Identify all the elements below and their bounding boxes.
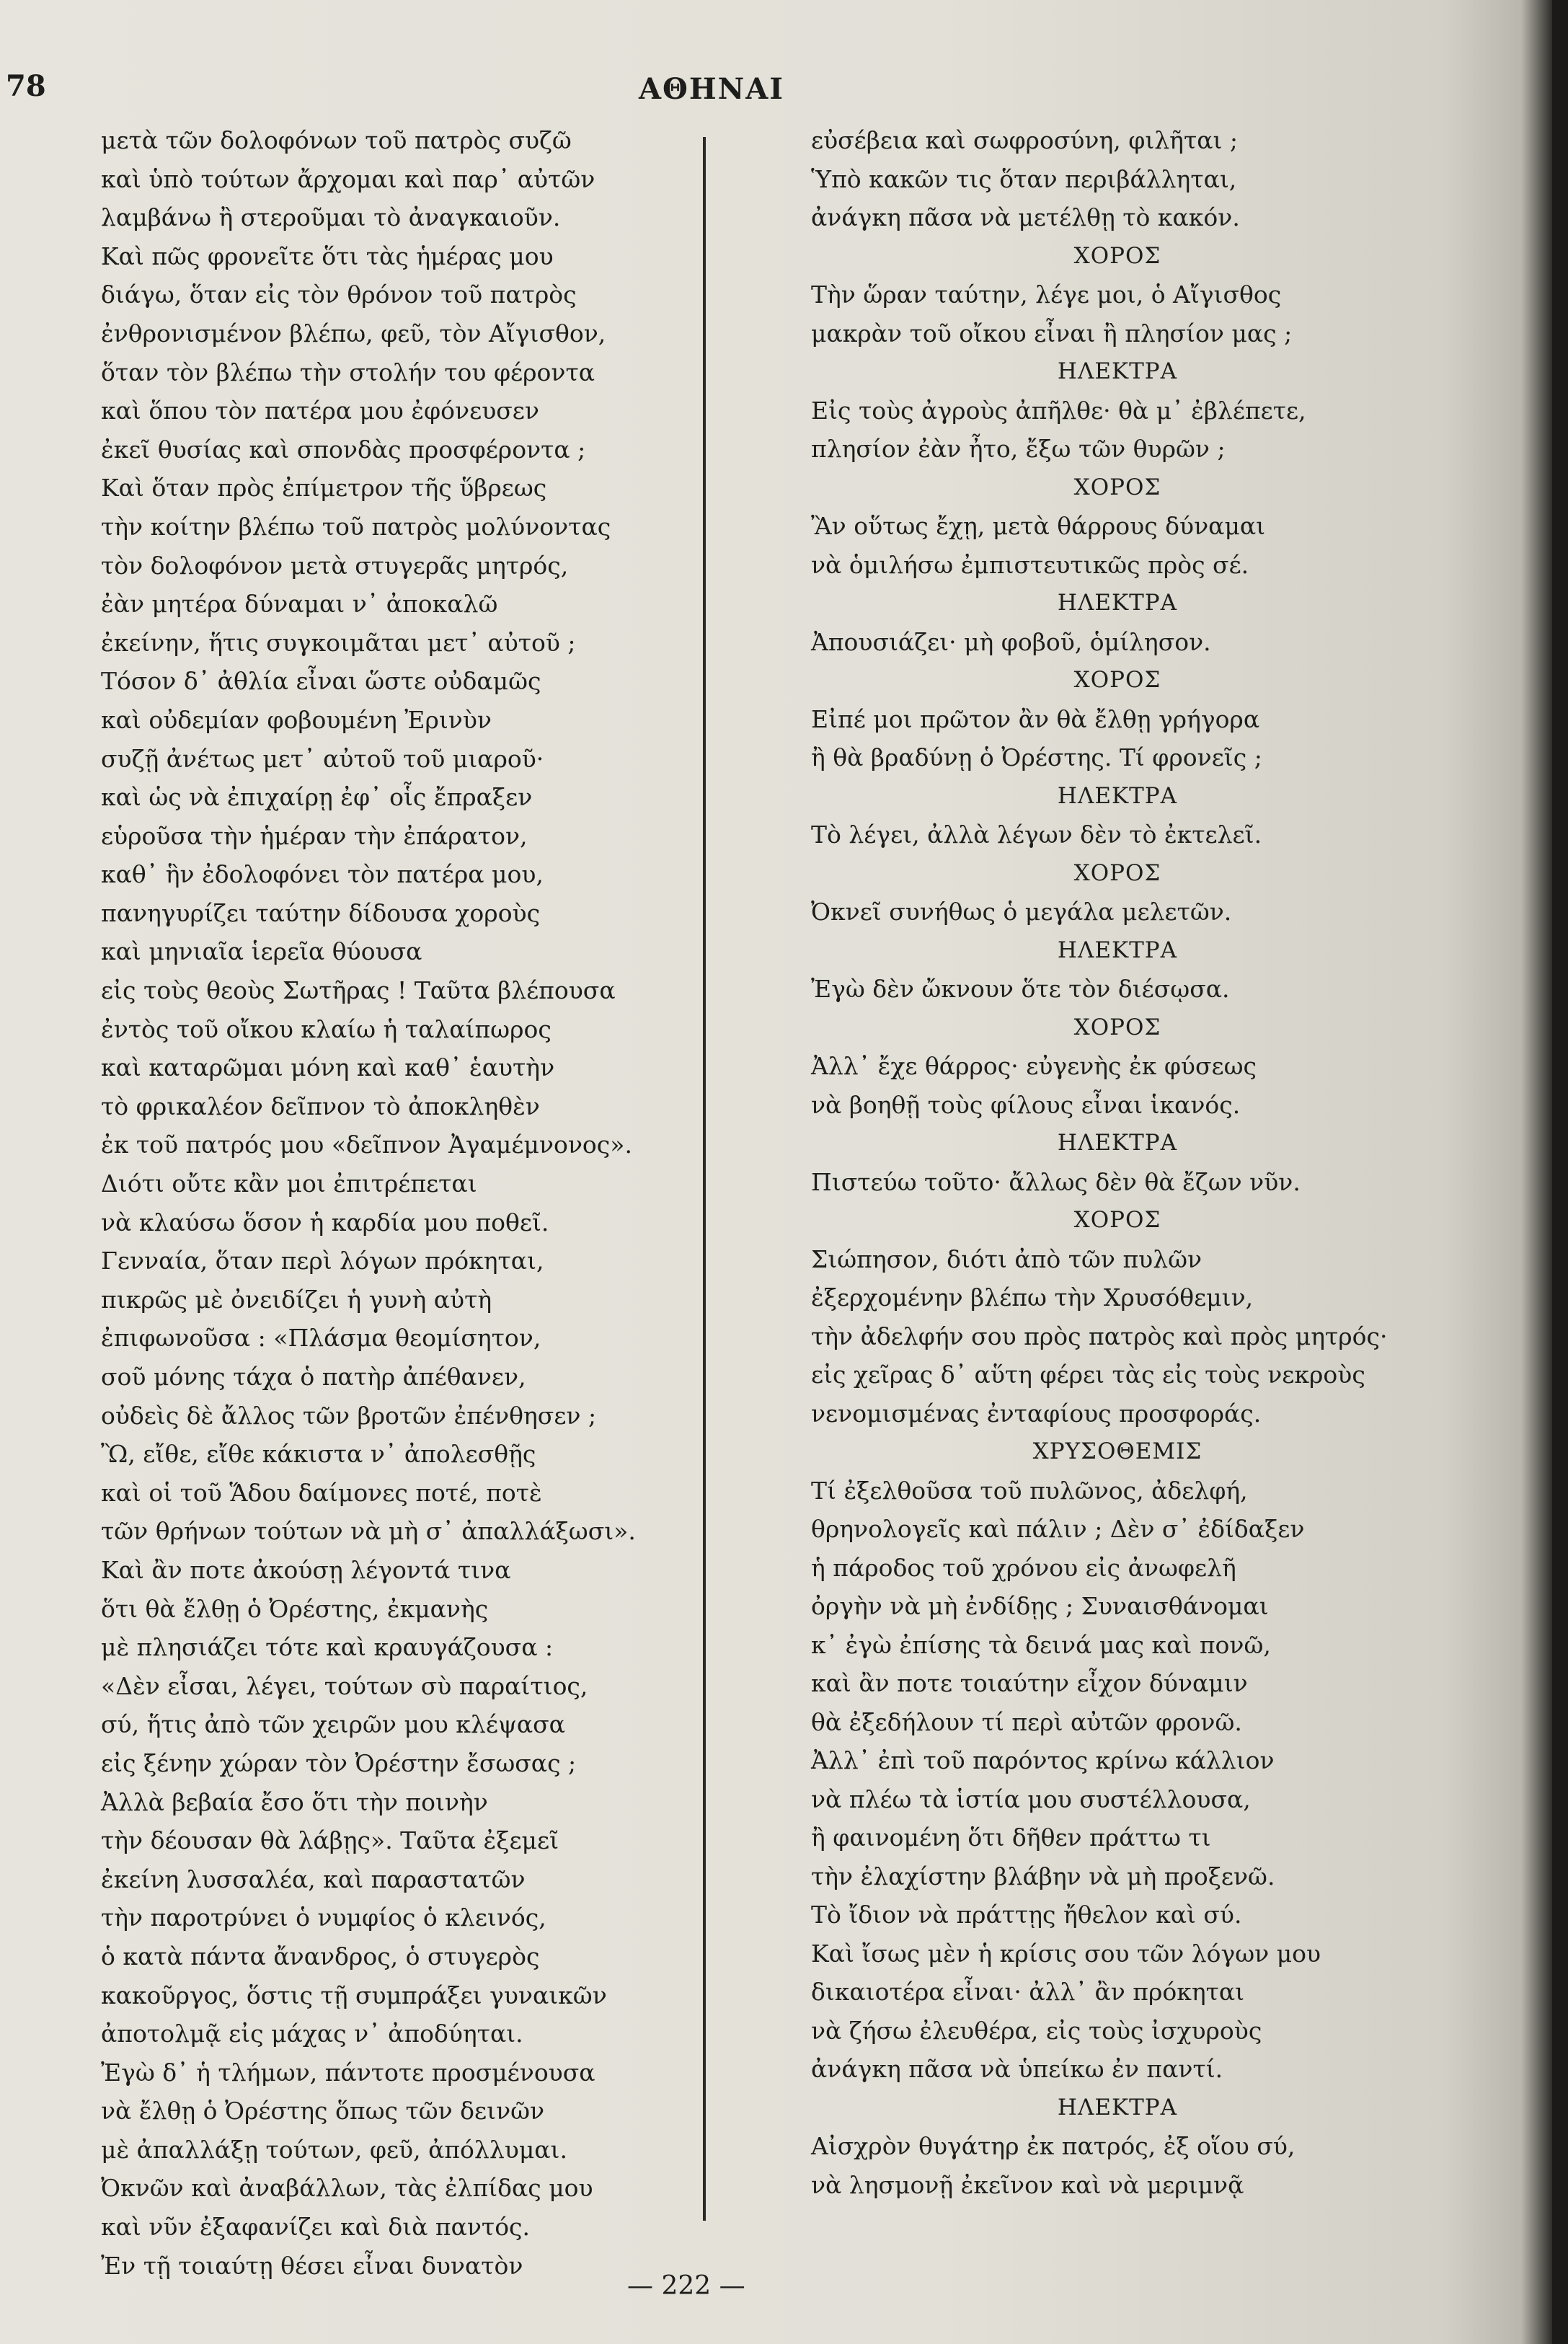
- verse-line: Διότι οὔτε κἂν μοι ἐπιτρέπεται: [101, 1169, 477, 1198]
- verse-line: ἐξερχομένην βλέπω τὴν Χρυσόθεμιν,: [811, 1283, 1254, 1312]
- verse-line: νὰ ὁμιλήσω ἐμπιστευτικῶς πρὸς σέ.: [811, 550, 1249, 579]
- verse-line: καὶ ἂν ποτε τοιαύτην εἶχον δύναμιν: [811, 1669, 1248, 1697]
- speaker-heading: ΗΛΕΚΤΡΑ: [1057, 590, 1178, 616]
- speaker-heading: ΧΟΡΟΣ: [1073, 859, 1161, 886]
- verse-line: ἐκεῖ θυσίας καὶ σπονδὰς προσφέροντα ;: [101, 435, 586, 464]
- verse-line: καὶ ὡς νὰ ἐπιχαίρῃ ἐφ᾽ οἷς ἔπραξεν: [101, 783, 533, 812]
- verse-line: ὅταν τὸν βλέπω τὴν στολήν του φέροντα: [101, 358, 595, 386]
- verse-line: τὴν ἀδελφήν σου πρὸς πατρὸς καὶ πρὸς μητρός·: [811, 1322, 1388, 1350]
- right-column: [811, 121, 1424, 2204]
- verse-line: νὰ πλέω τὰ ἱστία μου συστέλλουσα,: [811, 1784, 1251, 1813]
- speaker-heading: ΗΛΕΚΤΡΑ: [1057, 782, 1178, 809]
- verse-line: τὴν κοίτην βλέπω τοῦ πατρὸς μολύνοντας: [101, 512, 611, 541]
- verse-line: διάγω, ὅταν εἰς τὸν θρόνον τοῦ πατρὸς: [101, 280, 577, 309]
- speaker-heading: ΧΟΡΟΣ: [1073, 1014, 1161, 1040]
- verse-line: ἡ πάροδος τοῦ χρόνου εἰς ἀνωφελῆ: [811, 1553, 1236, 1582]
- verse-line: καὶ ὑπὸ τούτων ἄρχομαι καὶ παρ᾽ αὐτῶν: [101, 164, 595, 193]
- speaker-heading: ΗΛΕΚΤΡΑ: [1057, 358, 1178, 384]
- verse-line: σοῦ μόνης τάχα ὁ πατὴρ ἀπέθανεν,: [101, 1363, 526, 1391]
- verse-line: Ἂν οὕτως ἔχῃ, μετὰ θάρρους δύναμαι: [811, 512, 1266, 540]
- verse-line: τῶν θρήνων τούτων νὰ μὴ σ᾽ ἀπαλλάξωσι».: [101, 1517, 636, 1546]
- verse-line: ὀργὴν νὰ μὴ ἐνδίδῃς ; Συναισθάνομαι: [811, 1592, 1269, 1620]
- verse-line: οὐδεὶς δὲ ἄλλος τῶν βροτῶν ἐπένθησεν ;: [101, 1401, 597, 1430]
- verse-line: ἐντὸς τοῦ οἴκου κλαίω ἡ ταλαίπωρος: [101, 1014, 552, 1043]
- verse-line: Γενναία, ὅταν περὶ λόγων πρόκηται,: [101, 1247, 544, 1275]
- verse-line: ἐὰν μητέρα δύναμαι ν᾽ ἀποκαλῶ: [101, 590, 498, 619]
- verse-line: καὶ καταρῶμαι μόνη καὶ καθ᾽ ἑαυτὴν: [101, 1053, 555, 1082]
- verse-line: καὶ μηνιαῖα ἱερεῖα θύουσα: [101, 937, 422, 966]
- verse-line: εἰς χεῖρας δ᾽ αὕτη φέρει τὰς εἰς τοὺς νεκροὺς: [811, 1361, 1365, 1389]
- verse-line: Πιστεύω τοῦτο· ἄλλως δὲν θὰ ἔζων νῦν.: [811, 1167, 1301, 1196]
- verse-line: Ἐγὼ δ᾽ ἡ τλήμων, πάντοτε προσμένουσα: [101, 2058, 595, 2087]
- verse-line: νενομισμένας ἐνταφίους προσφοράς.: [811, 1399, 1262, 1428]
- verse-line: ἐνθρονισμένον βλέπω, φεῦ, τὸν Αἴγισθον,: [101, 319, 606, 348]
- verse-line: πλησίον ἐὰν ἦτο, ἔξω τῶν θυρῶν ;: [811, 435, 1226, 463]
- verse-line: Ἀπουσιάζει· μὴ φοβοῦ, ὁμίλησον.: [811, 627, 1211, 656]
- verse-line: δικαιοτέρα εἶναι· ἀλλ᾽ ἂν πρόκηται: [811, 1978, 1245, 2006]
- scan-edge-shadow: [1552, 0, 1568, 2344]
- verse-line: ἐκείνη λυσσαλέα, καὶ παραστατῶν: [101, 1865, 526, 1893]
- verse-line: ἐπιφωνοῦσα : «Πλάσμα θεομίσητον,: [101, 1324, 541, 1353]
- verse-line: ἐκείνην, ἥτις συγκοιμᾶται μετ᾽ αὐτοῦ ;: [101, 628, 576, 657]
- verse-line: Καὶ ἴσως μὲν ἡ κρίσις σου τῶν λόγων μου: [811, 1939, 1321, 1968]
- verse-line: Ἀλλ᾽ ἔχε θάρρος· εὐγενὴς ἐκ φύσεως: [811, 1052, 1257, 1080]
- verse-line: ὅτι θὰ ἔλθῃ ὁ Ὀρέστης, ἐκμανὴς: [101, 1594, 489, 1623]
- verse-line: Εἰς τοὺς ἀγροὺς ἀπῆλθε· θὰ μ᾽ ἐβλέπετε,: [811, 396, 1306, 425]
- verse-line: Ὀκνεῖ συνήθως ὁ μεγάλα μελετῶν.: [811, 898, 1232, 926]
- verse-line: Καὶ πῶς φρονεῖτε ὅτι τὰς ἡμέρας μου: [101, 242, 554, 270]
- column-divider: [703, 137, 706, 2221]
- verse-line: Ὑπὸ κακῶν τις ὅταν περιβάλληται,: [811, 164, 1237, 193]
- verse-line: σύ, ἥτις ἀπὸ τῶν χειρῶν μου κλέψασα: [101, 1710, 565, 1739]
- speaker-heading: ΧΡΥΣΟΘΕΜΙΣ: [1032, 1438, 1202, 1464]
- speaker-heading: ΧΟΡΟΣ: [1073, 667, 1161, 693]
- verse-line: νὰ κλαύσω ὅσον ἡ καρδία μου ποθεῖ.: [101, 1208, 549, 1237]
- speaker-heading: ΗΛΕΚΤΡΑ: [1057, 1130, 1178, 1156]
- verse-line: Ἐν τῇ τοιαύτῃ θέσει εἶναι δυνατὸν: [101, 2251, 523, 2280]
- verse-line: μετὰ τῶν δολοφόνων τοῦ πατρὸς συζῶ: [101, 126, 572, 154]
- verse-line: «Δὲν εἶσαι, λέγει, τούτων σὺ παραίτιος,: [101, 1671, 588, 1700]
- verse-line: Τὸ ἴδιον νὰ πράττῃς ἤθελον καὶ σύ.: [811, 1901, 1242, 1929]
- verse-line: Ὀκνῶν καὶ ἀναβάλλων, τὰς ἐλπίδας μου: [101, 2174, 593, 2203]
- verse-line: Τί ἐξελθοῦσα τοῦ πυλῶνος, ἀδελφή,: [811, 1476, 1248, 1505]
- verse-line: Αἰσχρὸν θυγάτηρ ἐκ πατρός, ἐξ οἵου σύ,: [811, 2132, 1295, 2160]
- verse-line: ἢ θὰ βραδύνῃ ὁ Ὀρέστης. Τί φρονεῖς ;: [811, 743, 1262, 771]
- verse-line: ἢ φαινομένη ὅτι δῆθεν πράττω τι: [811, 1823, 1211, 1852]
- verse-line: Ἐγὼ δὲν ὤκνουν ὅτε τὸν διέσῳσα.: [811, 975, 1230, 1003]
- verse-line: καὶ οὐδεμίαν φοβουμένη Ἐρινὺν: [101, 705, 492, 734]
- speaker-heading: ΧΟΡΟΣ: [1073, 474, 1161, 500]
- verse-line: ἀνάγκη πᾶσα νὰ μετέλθῃ τὸ κακόν.: [811, 203, 1240, 231]
- speaker-heading: ΗΛΕΚΤΡΑ: [1057, 2094, 1178, 2120]
- verse-line: τὴν παροτρύνει ὁ νυμφίος ὁ κλεινός,: [101, 1903, 546, 1932]
- verse-line: Καὶ ἂν ποτε ἀκούσῃ λέγοντά τινα: [101, 1555, 511, 1584]
- verse-line: νὰ ἔλθῃ ὁ Ὀρέστης ὅπως τῶν δεινῶν: [101, 2097, 545, 2126]
- verse-line: καθ᾽ ἣν ἐδολοφόνει τὸν πατέρα μου,: [101, 860, 544, 889]
- verse-line: θὰ ἐξεδήλουν τί περὶ αὐτῶν φρονῶ.: [811, 1707, 1242, 1736]
- verse-line: κακοῦργος, ὅστις τῇ συμπράξει γυναικῶν: [101, 1981, 607, 2009]
- verse-line: νὰ βοηθῇ τοὺς φίλους εἶναι ἱκανός.: [811, 1090, 1241, 1119]
- verse-line: μακρὰν τοῦ οἴκου εἶναι ἢ πλησίον μας ;: [811, 319, 1293, 348]
- verse-line: ἀποτολμᾷ εἰς μάχας ν᾽ ἀποδύηται.: [101, 2020, 523, 2048]
- verse-line: εἰς τοὺς θεοὺς Σωτῆρας ! Ταῦτα βλέπουσα: [101, 976, 616, 1005]
- verse-line: εἰς ξένην χώραν τὸν Ὀρέστην ἔσωσας ;: [101, 1748, 577, 1777]
- verse-line: Καὶ ὅταν πρὸς ἐπίμετρον τῆς ὕβρεως: [101, 474, 547, 503]
- verse-line: Ἀλλὰ βεβαία ἔσο ὅτι τὴν ποινὴν: [101, 1787, 488, 1816]
- verse-line: ἐκ τοῦ πατρός μου «δεῖπνον Ἀγαμέμνονος».: [101, 1131, 632, 1159]
- verse-line: πικρῶς μὲ ὀνειδίζει ἡ γυνὴ αὐτὴ: [101, 1285, 492, 1314]
- verse-line: καὶ οἱ τοῦ Ἅδου δαίμονες ποτέ, ποτὲ: [101, 1478, 542, 1507]
- verse-line: Εἰπέ μοι πρῶτον ἂν θὰ ἔλθῃ γρήγορα: [811, 704, 1260, 733]
- speaker-heading: ΗΛΕΚΤΡΑ: [1057, 937, 1178, 963]
- verse-line: Σιώπησον, διότι ἀπὸ τῶν πυλῶν: [811, 1244, 1202, 1273]
- page-number: 78: [6, 69, 46, 103]
- verse-line: εὑροῦσα τὴν ἡμέραν τὴν ἐπάρατον,: [101, 821, 528, 850]
- verse-line: μὲ ἀπαλλάξῃ τούτων, φεῦ, ἀπόλλυμαι.: [101, 2135, 567, 2164]
- verse-line: καὶ νῦν ἐξαφανίζει καὶ διὰ παντός.: [101, 2213, 531, 2242]
- verse-line: μὲ πλησιάζει τότε καὶ κραυγάζουσα :: [101, 1633, 554, 1662]
- verse-line: λαμβάνω ἢ στεροῦμαι τὸ ἀναγκαιοῦν.: [101, 203, 561, 232]
- verse-line: Ὢ, εἴθε, εἴθε κάκιστα ν᾽ ἀπολεσθῇς: [101, 1440, 536, 1469]
- verse-line: τὸν δολοφόνον μετὰ στυγερᾶς μητρός,: [101, 551, 569, 580]
- verse-line: κ᾽ ἐγὼ ἐπίσης τὰ δεινά μας καὶ πονῶ,: [811, 1630, 1271, 1659]
- verse-line: Τὴν ὥραν ταύτην, λέγε μοι, ὁ Αἴγισθος: [811, 280, 1282, 309]
- verse-line: πανηγυρίζει ταύτην δίδουσα χοροὺς: [101, 898, 541, 927]
- verse-line: εὐσέβεια καὶ σωφροσύνη, φιλῆται ;: [811, 126, 1239, 154]
- running-title: ΑΘΗΝΑΙ: [639, 72, 784, 106]
- verse-line: Τόσον δ᾽ ἀθλία εἶναι ὥστε οὐδαμῶς: [101, 667, 541, 696]
- verse-line: τὴν δέουσαν θὰ λάβῃς». Ταῦτα ἐξεμεῖ: [101, 1826, 559, 1855]
- left-column: [101, 121, 692, 2285]
- verse-line: ἀνάγκη πᾶσα νὰ ὑπείκω ἐν παντί.: [811, 2055, 1223, 2083]
- speaker-heading: ΧΟΡΟΣ: [1073, 242, 1161, 269]
- verse-line: καὶ ὅπου τὸν πατέρα μου ἐφόνευσεν: [101, 397, 539, 425]
- verse-line: Ἀλλ᾽ ἐπὶ τοῦ παρόντος κρίνω κάλλιον: [811, 1746, 1275, 1774]
- verse-line: τὸ φρικαλέον δεῖπνον τὸ ἀποκληθὲν: [101, 1092, 540, 1120]
- verse-line: τὴν ἐλαχίστην βλάβην νὰ μὴ προξενῶ.: [811, 1862, 1275, 1890]
- verse-line: θρηνολογεῖς καὶ πάλιν ; Δὲν σ᾽ ἐδίδαξεν: [811, 1515, 1305, 1543]
- speaker-heading: ΧΟΡΟΣ: [1073, 1207, 1161, 1233]
- verse-line: ὁ κατὰ πάντα ἄνανδρος, ὁ στυγερὸς: [101, 1942, 540, 1971]
- verse-line: Τὸ λέγει, ἀλλὰ λέγων δὲν τὸ ἐκτελεῖ.: [811, 821, 1262, 849]
- folio-number: — 222 —: [627, 2271, 745, 2301]
- verse-line: νὰ ζήσω ἐλευθέρα, εἰς τοὺς ἰσχυροὺς: [811, 2016, 1262, 2045]
- verse-line: συζῇ ἀνέτως μετ᾽ αὐτοῦ τοῦ μιαροῦ·: [101, 744, 544, 773]
- verse-line: νὰ λησμονῇ ἐκεῖνον καὶ νὰ μεριμνᾷ: [811, 2170, 1244, 2199]
